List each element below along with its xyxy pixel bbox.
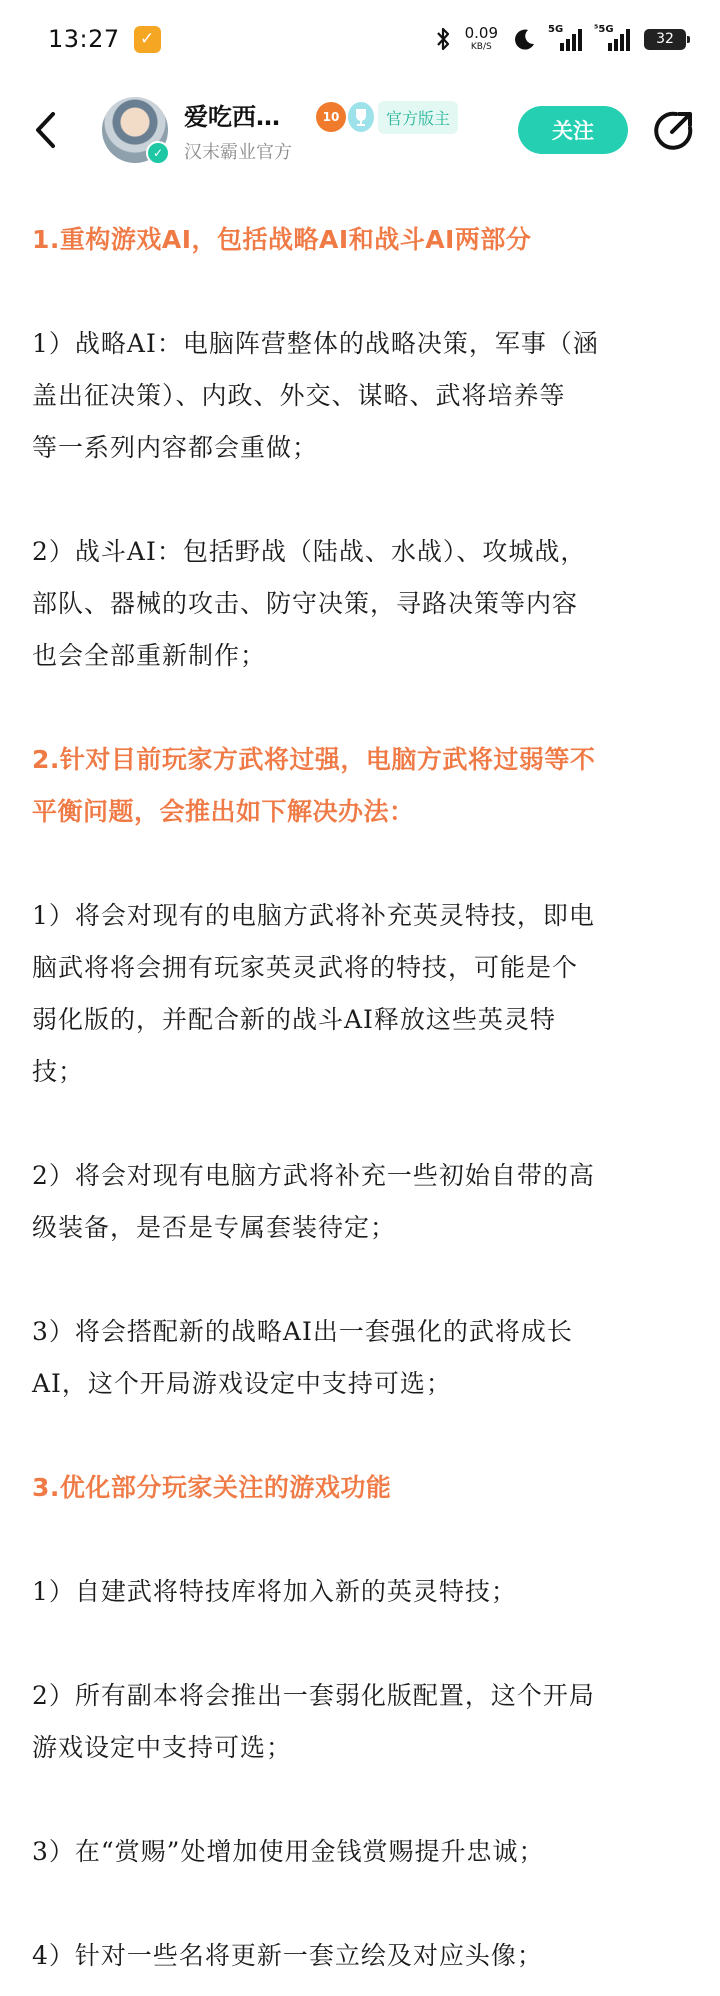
section-heading-3: 3.优化部分玩家关注的游戏功能 [32, 1473, 392, 1502]
user-info[interactable] [184, 97, 292, 164]
paragraph-line: 1）将会对现有的电脑方武将补充英灵特技，即电 [32, 901, 595, 930]
paragraph-line: 级装备，是否是专属套装待定； [32, 1213, 397, 1242]
user-subtitle: 汉末霸业官方 [184, 141, 292, 163]
net-speed-value: 0.09 [464, 24, 498, 42]
paragraph-line: 3）在“赏赐”处增加使用金钱赏赐提升忠诚； [32, 1837, 545, 1866]
level-badge-icon: 10 [316, 102, 346, 132]
cup-badge-icon [348, 102, 374, 132]
chevron-left-icon [34, 111, 56, 149]
paragraph-line: 3）将会搭配新的战略AI出一套强化的武将成长 [32, 1317, 573, 1346]
post-header [0, 80, 720, 180]
network-speed [465, 26, 498, 52]
battery-level: 32 [656, 31, 674, 47]
signal-5g-secondary-label: ⁵5G [594, 24, 614, 35]
signal-5g-secondary-icon [594, 24, 630, 51]
moderator-badge: 官方版主 [378, 101, 458, 134]
paragraph-line: 2）所有副本将会推出一套弱化版配置，这个开局 [32, 1681, 595, 1710]
paragraph-line: 游戏设定中支持可选； [32, 1733, 293, 1762]
share-icon[interactable] [652, 108, 696, 152]
user-badges [316, 101, 458, 134]
app-notification-icon: ✓ [134, 26, 161, 53]
signal-5g-label: 5G [548, 24, 564, 35]
paragraph-line: AI，这个开局游戏设定中支持可选； [32, 1369, 452, 1398]
moon-icon [512, 27, 536, 51]
paragraph-line: 部队、器械的攻击、防守决策，寻路决策等内容 [32, 589, 579, 618]
section-heading-2: 2.针对目前玩家方武将过强，电脑方武将过弱等不 [32, 745, 596, 774]
status-icons [435, 26, 686, 52]
section-heading-2-cont: 平衡问题，会推出如下解决办法： [32, 797, 415, 826]
back-button[interactable] [34, 105, 68, 155]
net-speed-unit: KB/S [470, 42, 492, 52]
signal-5g-icon [548, 24, 582, 51]
paragraph-line: 技； [32, 1057, 85, 1086]
bluetooth-icon [435, 26, 451, 52]
battery-icon [644, 29, 686, 50]
verified-icon: ✓ [146, 141, 170, 165]
status-bar [0, 0, 720, 78]
article-content [0, 180, 720, 1982]
paragraph-line: 等一系列内容都会重做； [32, 433, 319, 462]
paragraph-line: 2）将会对现有电脑方武将补充一些初始自带的高 [32, 1161, 595, 1190]
paragraph-line: 弱化版的，并配合新的战斗AI释放这些英灵特 [32, 1005, 556, 1034]
user-name: 爱吃西… [184, 102, 280, 131]
user-avatar[interactable] [102, 97, 168, 163]
paragraph-line: 1）自建武将特技库将加入新的英灵特技； [32, 1577, 517, 1606]
follow-button[interactable]: 关注 [518, 106, 628, 154]
paragraph-line: 1）战略AI：电脑阵营整体的战略决策，军事（涵 [32, 329, 599, 358]
status-time: 13:27 [48, 25, 120, 53]
paragraph-line: 2）战斗AI：包括野战（陆战、水战）、攻城战， [32, 537, 587, 566]
section-heading-1: 1.重构游戏AI，包括战略AI和战斗AI两部分 [32, 225, 532, 254]
paragraph-line: 也会全部重新制作； [32, 641, 267, 670]
paragraph-line: 脑武将将会拥有玩家英灵武将的特技，可能是个 [32, 953, 579, 982]
paragraph-line: 4）针对一些名将更新一套立绘及对应头像； [32, 1941, 543, 1970]
paragraph-line: 盖出征决策）、内政、外交、谋略、武将培养等 [32, 381, 566, 410]
